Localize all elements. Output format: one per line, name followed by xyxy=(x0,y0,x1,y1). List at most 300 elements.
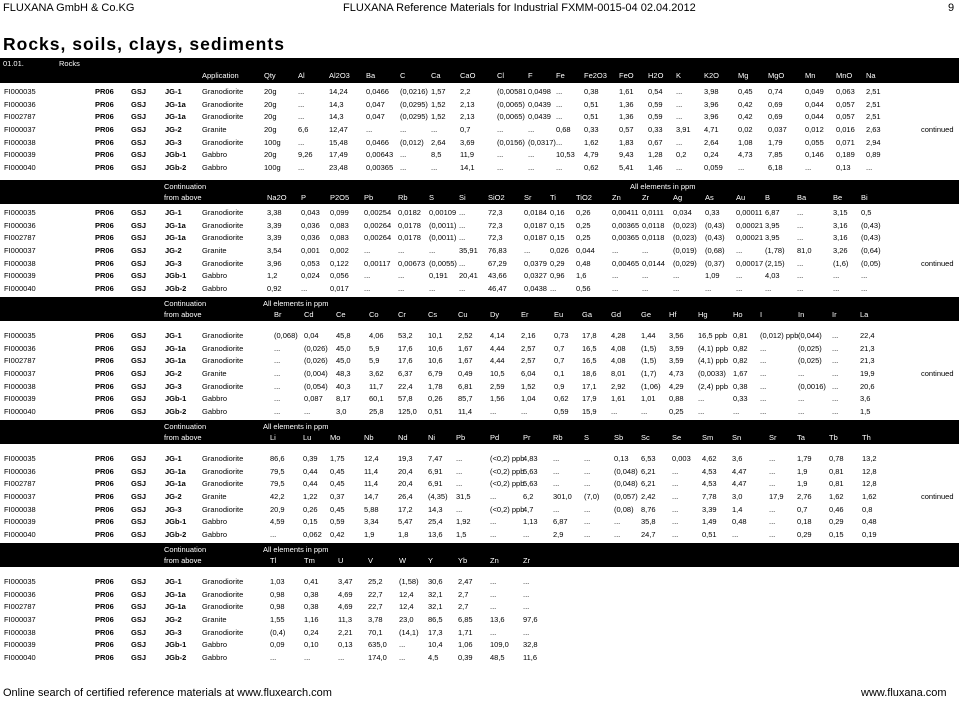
fluxana-id[interactable]: FI000037 xyxy=(4,492,36,502)
cell-value: ... xyxy=(523,627,530,637)
cell-value: 3,15 xyxy=(833,208,848,217)
cell-value: 86,5 xyxy=(428,615,443,625)
fluxana-id[interactable]: FI000040 xyxy=(4,284,36,294)
producer-code: PR06 xyxy=(95,407,114,417)
cell-value: 1,62 xyxy=(862,492,877,502)
cell-value: 12,4 xyxy=(399,602,414,612)
rock-type: Granodiorite xyxy=(202,577,244,586)
cell-value: 0,38 xyxy=(304,589,319,599)
cell-value: 17,2 xyxy=(398,504,413,514)
cell-value: 10,53 xyxy=(556,150,575,160)
cell-value: ... xyxy=(866,163,873,173)
cell-value: 0,82 xyxy=(733,356,748,366)
cell-value: 0,7 xyxy=(554,343,565,353)
sample-name: JG-1a xyxy=(165,466,186,476)
column-header: Al2O3 xyxy=(329,71,350,80)
cell-value: 14,24 xyxy=(329,87,348,96)
cell-value: (7,0) xyxy=(584,492,600,502)
cell-value: 17,1 xyxy=(582,381,597,391)
fluxana-id[interactable]: FI000035 xyxy=(4,331,36,340)
column-header: Eu xyxy=(554,310,564,319)
cell-value: 4,08 xyxy=(611,343,626,353)
column-header: Co xyxy=(369,310,379,319)
cell-value: 0,071 xyxy=(836,137,855,147)
section-label: Rocks xyxy=(59,59,80,68)
cell-value: 0,003 xyxy=(672,454,691,463)
fluxana-id[interactable]: FI000038 xyxy=(4,258,36,268)
rock-type: Granodiorite xyxy=(202,602,244,612)
cell-value: 4,69 xyxy=(338,602,353,612)
column-header: C xyxy=(400,71,406,80)
rock-type: Granodiorite xyxy=(202,137,244,147)
cell-value: 1,62 xyxy=(829,492,844,502)
column-header: V xyxy=(368,556,374,565)
fluxana-id[interactable]: FI000036 xyxy=(4,99,36,109)
cell-value: (0,0295) xyxy=(400,99,428,109)
cell-value: 22,7 xyxy=(368,589,383,599)
cell-value: 32,8 xyxy=(523,640,538,650)
fluxana-id[interactable]: FI000038 xyxy=(4,381,36,391)
cell-value: 9,26 xyxy=(298,150,313,160)
cell-value: ... xyxy=(497,163,504,173)
table-row xyxy=(0,529,959,542)
column-header: U xyxy=(338,556,344,565)
fluxana-id[interactable]: FI002787 xyxy=(4,479,36,489)
cell-value: 0,012 xyxy=(805,125,824,135)
cell-value: (0,43) xyxy=(705,220,725,230)
cell-value: 4,47 xyxy=(732,479,747,489)
source-code: GSJ xyxy=(131,284,147,294)
cell-value: 20g xyxy=(264,99,277,109)
cell-value: 0,82 xyxy=(733,343,748,353)
cell-value: 1,61 xyxy=(619,87,634,96)
cell-value: 1,52 xyxy=(431,99,446,109)
cell-value: 1,71 xyxy=(458,627,473,637)
table-header-band xyxy=(0,297,959,321)
cell-value: ... xyxy=(270,530,277,540)
cell-value: 5,88 xyxy=(364,504,379,514)
cell-value: 20,9 xyxy=(270,504,285,514)
cell-value: 0,02 xyxy=(738,125,753,135)
source-code: GSJ xyxy=(131,479,147,489)
fluxana-id[interactable]: FI000040 xyxy=(4,163,36,173)
cell-value: 10,6 xyxy=(428,343,443,353)
table-row xyxy=(0,406,959,419)
cell-value: (0,019) xyxy=(673,246,697,256)
cell-value: 0,29 xyxy=(550,258,565,268)
producer-code: PR06 xyxy=(95,99,114,109)
from-above-label: from above xyxy=(164,310,202,319)
cell-value: (0,0317) xyxy=(528,137,556,147)
cell-value: (0,012) xyxy=(400,137,424,147)
cell-value: (2,4) ppb xyxy=(698,381,729,391)
cell-value: 14,3 xyxy=(329,112,344,122)
cell-value: 1,52 xyxy=(521,381,536,391)
cell-value: ... xyxy=(553,479,560,489)
unit-label: All elements in ppm xyxy=(263,545,329,554)
column-header: H2O xyxy=(648,71,664,80)
producer-code: PR06 xyxy=(95,271,114,281)
fluxana-id[interactable]: FI000039 xyxy=(4,394,36,404)
cell-value: 6,04 xyxy=(521,369,536,379)
cell-value: ... xyxy=(798,407,805,417)
cell-value: 79,5 xyxy=(270,466,285,476)
cell-value: ... xyxy=(832,331,839,340)
column-header: Y xyxy=(428,556,434,565)
column-header: Ge xyxy=(641,310,652,319)
column-header: Ba xyxy=(366,71,376,80)
cell-value: 0,42 xyxy=(330,530,345,540)
cell-value: 25,2 xyxy=(368,577,383,586)
cell-value: 9,43 xyxy=(619,150,634,160)
rock-type: Granodiorite xyxy=(202,220,244,230)
producer-code: PR06 xyxy=(95,517,114,527)
cell-value: 0,56 xyxy=(576,284,591,294)
producer-code: PR06 xyxy=(95,577,114,586)
cell-value: 6,87 xyxy=(765,208,780,217)
fluxana-id[interactable]: FI000038 xyxy=(4,627,36,637)
fluxana-id[interactable]: FI000035 xyxy=(4,87,36,96)
cell-value: 0,68 xyxy=(556,125,571,135)
cell-value: 4,06 xyxy=(369,331,384,340)
cell-value: 70,1 xyxy=(368,627,383,637)
cell-value: 0,54 xyxy=(648,87,663,96)
cell-value: 3,26 xyxy=(833,246,848,256)
cell-value: 4,08 xyxy=(611,356,626,366)
continuation-label: Application xyxy=(202,71,239,80)
fluxana-id[interactable]: FI000039 xyxy=(4,150,36,160)
column-header: Na2O xyxy=(267,193,287,202)
cell-value: 0,083 xyxy=(330,233,349,243)
cell-value: (0,37) xyxy=(705,258,725,268)
cell-value: 1,5 xyxy=(860,407,871,417)
fluxana-id[interactable]: FI000039 xyxy=(4,517,36,527)
fluxana-id[interactable]: FI000036 xyxy=(4,466,36,476)
table-row xyxy=(0,639,959,652)
fluxana-id[interactable]: FI000037 xyxy=(4,369,36,379)
source-code: GSJ xyxy=(131,87,147,96)
source-code: GSJ xyxy=(131,492,147,502)
fluxana-id[interactable]: FI000035 xyxy=(4,454,36,463)
fluxana-id[interactable]: FI000037 xyxy=(4,615,36,625)
cell-value: 2,64 xyxy=(431,137,446,147)
cell-value: ... xyxy=(429,284,436,294)
cell-value: 0,45 xyxy=(738,87,753,96)
cell-value: 1,08 xyxy=(738,137,753,147)
fluxana-id[interactable]: FI000035 xyxy=(4,577,36,586)
cell-value: 2,47 xyxy=(458,577,473,586)
cell-value: 4,14 xyxy=(490,331,505,340)
column-header: Fe xyxy=(556,71,565,80)
cell-value: ... xyxy=(732,530,739,540)
column-header: K xyxy=(676,71,682,80)
cell-value: 10,6 xyxy=(428,356,443,366)
column-header: FeO xyxy=(619,71,634,80)
rock-type: Gabbro xyxy=(202,640,228,650)
column-header: Zn xyxy=(490,556,499,565)
cell-value: 79,5 xyxy=(270,479,285,489)
producer-code: PR06 xyxy=(95,615,114,625)
cell-value: (0,004) xyxy=(304,369,328,379)
cell-value: 0,69 xyxy=(768,99,783,109)
cell-value: 0,44 xyxy=(303,479,318,489)
fluxana-id[interactable]: FI000036 xyxy=(4,220,36,230)
cell-value: 0,45 xyxy=(330,466,345,476)
cell-value: 12,8 xyxy=(862,479,877,489)
cell-value: 0,38 xyxy=(584,87,599,96)
cell-value: (0,43) xyxy=(861,220,881,230)
cell-value: 17,3 xyxy=(428,627,443,637)
column-header: Fe2O3 xyxy=(584,71,607,80)
rock-type: Gabbro xyxy=(202,517,228,527)
fluxana-id[interactable]: FI000038 xyxy=(4,137,36,147)
source-code: GSJ xyxy=(131,369,147,379)
cell-value: 2,57 xyxy=(521,356,536,366)
cell-value: ... xyxy=(642,284,649,294)
cell-value: ... xyxy=(497,125,504,135)
table-row xyxy=(0,504,959,517)
cell-value: 0,26 xyxy=(576,208,591,217)
fluxana-id[interactable]: FI000039 xyxy=(4,271,36,281)
cell-value: 0,044 xyxy=(576,246,595,256)
cell-value: 45,0 xyxy=(336,343,351,353)
cell-value: (0,43) xyxy=(705,233,725,243)
column-header: S xyxy=(429,193,435,202)
fluxana-id[interactable]: FI000037 xyxy=(4,246,36,256)
cell-value: 0,38 xyxy=(733,381,748,391)
cell-value: ... xyxy=(584,517,591,527)
rock-type: Gabbro xyxy=(202,407,228,417)
cell-value: 4,79 xyxy=(584,150,599,160)
cell-value: 2,7 xyxy=(458,589,469,599)
cell-value: 0,146 xyxy=(805,150,824,160)
cell-value: ... xyxy=(738,163,745,173)
cell-value: 42,2 xyxy=(270,492,285,502)
cell-value: 0,083 xyxy=(330,220,349,230)
cell-value: ... xyxy=(400,125,407,135)
cell-value: 24,7 xyxy=(641,530,656,540)
cell-value: 0,45 xyxy=(330,479,345,489)
cell-value: 0,96 xyxy=(550,271,565,281)
cell-value: 76,83 xyxy=(488,246,507,256)
rock-type: Granite xyxy=(202,246,227,256)
cell-value: ... xyxy=(797,258,804,268)
column-header: Br xyxy=(274,310,282,319)
cell-value: 57,8 xyxy=(398,394,413,404)
rock-type: Granodiorite xyxy=(202,454,244,463)
cell-value: ... xyxy=(490,492,497,502)
cell-value: 0,04 xyxy=(304,331,319,340)
fluxana-id[interactable]: FI000036 xyxy=(4,343,36,353)
company-name: FLUXANA GmbH & Co.KG xyxy=(3,2,135,14)
cell-value: 4,53 xyxy=(702,479,717,489)
cell-value: 0,057 xyxy=(836,99,855,109)
table-row xyxy=(0,601,959,614)
cell-value: 0,0118 xyxy=(642,220,665,230)
cell-value: (4,1) ppb xyxy=(698,343,729,353)
cell-value: 0,002 xyxy=(330,246,349,256)
cell-value: ... xyxy=(676,87,683,96)
cell-value: ... xyxy=(456,454,463,463)
cell-value: (<0,2) ppb xyxy=(490,504,525,514)
cell-value: ... xyxy=(528,163,535,173)
column-header: As xyxy=(705,193,714,202)
cell-value: ... xyxy=(832,381,839,391)
column-header: Na xyxy=(866,71,876,80)
from-above-label: from above xyxy=(164,433,202,442)
cell-value: 17,6 xyxy=(398,356,413,366)
cell-value: ... xyxy=(584,504,591,514)
cell-value: 72,3 xyxy=(488,208,503,217)
fluxana-id[interactable]: FI002787 xyxy=(4,356,36,366)
cell-value: ... xyxy=(490,602,497,612)
cell-value: 6,91 xyxy=(428,479,443,489)
cell-value: 1,36 xyxy=(619,99,634,109)
cell-value: (0,0016) xyxy=(798,381,826,391)
cell-value: 4,44 xyxy=(490,356,505,366)
column-header: Ga xyxy=(582,310,593,319)
cell-value: 0,122 xyxy=(330,258,349,268)
fluxana-id[interactable]: FI000037 xyxy=(4,125,36,135)
cell-value: ... xyxy=(832,407,839,417)
cell-value: 3,62 xyxy=(369,369,384,379)
column-header: Cu xyxy=(458,310,468,319)
cell-value: 0,29 xyxy=(797,530,812,540)
fluxana-id[interactable]: FI000040 xyxy=(4,653,36,663)
cell-value: ... xyxy=(398,271,405,281)
rock-type: Granite xyxy=(202,125,227,135)
column-header: Sm xyxy=(702,433,714,442)
cell-value: 1,61 xyxy=(611,394,626,404)
footer-search-link[interactable]: Online search of certified reference materials at www.fluxearch.com xyxy=(3,687,332,699)
cell-value: ... xyxy=(672,479,679,489)
fluxana-id[interactable]: FI002787 xyxy=(4,233,36,243)
cell-value: 17,49 xyxy=(329,150,348,160)
column-header: Rb xyxy=(553,433,563,442)
fluxana-id[interactable]: FI000036 xyxy=(4,589,36,599)
source-code: GSJ xyxy=(131,331,147,340)
cell-value: ... xyxy=(614,517,621,527)
source-code: GSJ xyxy=(131,258,147,268)
cell-value: (0,068) xyxy=(274,331,298,340)
cell-value: ... xyxy=(274,394,281,404)
cell-value: 1,46 xyxy=(648,163,663,173)
cell-value: ... xyxy=(769,479,776,489)
fluxana-id[interactable]: FI000035 xyxy=(4,208,36,217)
fluxana-id[interactable]: FI000040 xyxy=(4,407,36,417)
source-code: GSJ xyxy=(131,653,147,663)
cell-value: 15,9 xyxy=(582,407,597,417)
cell-value: 45,8 xyxy=(336,331,351,340)
cell-value: ... xyxy=(459,258,466,268)
cell-value: 5,63 xyxy=(523,466,538,476)
continued-flag: continued xyxy=(921,492,954,502)
table-row xyxy=(0,368,959,381)
sample-name: JG-3 xyxy=(165,381,182,391)
source-code: GSJ xyxy=(131,220,147,230)
column-header: Er xyxy=(521,310,529,319)
cell-value: 2,63 xyxy=(866,125,881,135)
cell-value: ... xyxy=(459,220,466,230)
cell-value: ... xyxy=(797,233,804,243)
table-row xyxy=(0,207,959,220)
table-row xyxy=(0,270,959,283)
cell-value: 109,0 xyxy=(490,640,509,650)
cell-value: 1,52 xyxy=(431,112,446,122)
cell-value: 2,51 xyxy=(866,112,881,122)
fluxana-id[interactable]: FI000040 xyxy=(4,530,36,540)
cell-value: 20g xyxy=(264,87,277,96)
fluxana-id[interactable]: FI002787 xyxy=(4,112,36,122)
fluxana-id[interactable]: FI000038 xyxy=(4,504,36,514)
column-header: F xyxy=(528,71,533,80)
fluxana-id[interactable]: FI000039 xyxy=(4,640,36,650)
source-code: GSJ xyxy=(131,112,147,122)
fluxana-id[interactable]: FI002787 xyxy=(4,602,36,612)
footer-website-link[interactable]: www.fluxana.com xyxy=(861,687,947,699)
cell-value: 0,00117 xyxy=(364,258,391,268)
column-header: Au xyxy=(736,193,746,202)
cell-value: ... xyxy=(364,246,371,256)
cell-value: 1,67 xyxy=(458,343,473,353)
source-code: GSJ xyxy=(131,271,147,281)
table-row xyxy=(0,589,959,602)
cell-value: 6,81 xyxy=(458,381,473,391)
cell-value: 1,5 xyxy=(456,530,467,540)
cell-value: 32,1 xyxy=(428,589,443,599)
cell-value: 21,3 xyxy=(860,343,875,353)
cell-value: 0,053 xyxy=(301,258,320,268)
table-row xyxy=(0,99,959,112)
column-header: Rb xyxy=(398,193,408,202)
cell-value: 0,25 xyxy=(669,407,684,417)
column-header: Cs xyxy=(428,310,438,319)
cell-value: 0,59 xyxy=(554,407,569,417)
cell-value: 6,21 xyxy=(641,479,656,489)
cell-value: 1,75 xyxy=(330,454,345,463)
rock-type: Granite xyxy=(202,369,227,379)
cell-value: ... xyxy=(398,284,405,294)
cell-value: 0,057 xyxy=(836,112,855,122)
cell-value: 0,059 xyxy=(704,163,723,173)
cell-value: 6,21 xyxy=(641,466,656,476)
continued-flag: continued xyxy=(921,369,954,379)
cell-value: (0,0065) xyxy=(497,112,525,122)
cell-value: (0,026) xyxy=(304,343,328,353)
cell-value: 0,00017 xyxy=(736,258,764,268)
cell-value: 7,78 xyxy=(702,492,717,502)
cell-value: 0,043 xyxy=(301,208,320,217)
cell-value: 20g xyxy=(264,125,277,135)
cell-value: 1,01 xyxy=(641,394,656,404)
cell-value: 0,33 xyxy=(648,125,663,135)
cell-value: 6,85 xyxy=(458,615,473,625)
cell-value: ... xyxy=(400,150,407,160)
cell-value: ... xyxy=(399,640,406,650)
cell-value: 6,18 xyxy=(768,163,783,173)
cell-value: 1,36 xyxy=(619,112,634,122)
column-header: Tm xyxy=(304,556,315,565)
cell-value: 0,7 xyxy=(460,125,471,135)
cell-value: ... xyxy=(584,454,591,463)
cell-value: 3,34 xyxy=(364,517,379,527)
cell-value: 6,2 xyxy=(523,492,534,502)
cell-value: ... xyxy=(364,284,371,294)
cell-value: 1,83 xyxy=(619,137,634,147)
cell-value: 0,48 xyxy=(862,517,877,527)
page-title: Rocks, soils, clays, sediments xyxy=(3,34,285,54)
cell-value: (0,025) xyxy=(798,356,822,366)
